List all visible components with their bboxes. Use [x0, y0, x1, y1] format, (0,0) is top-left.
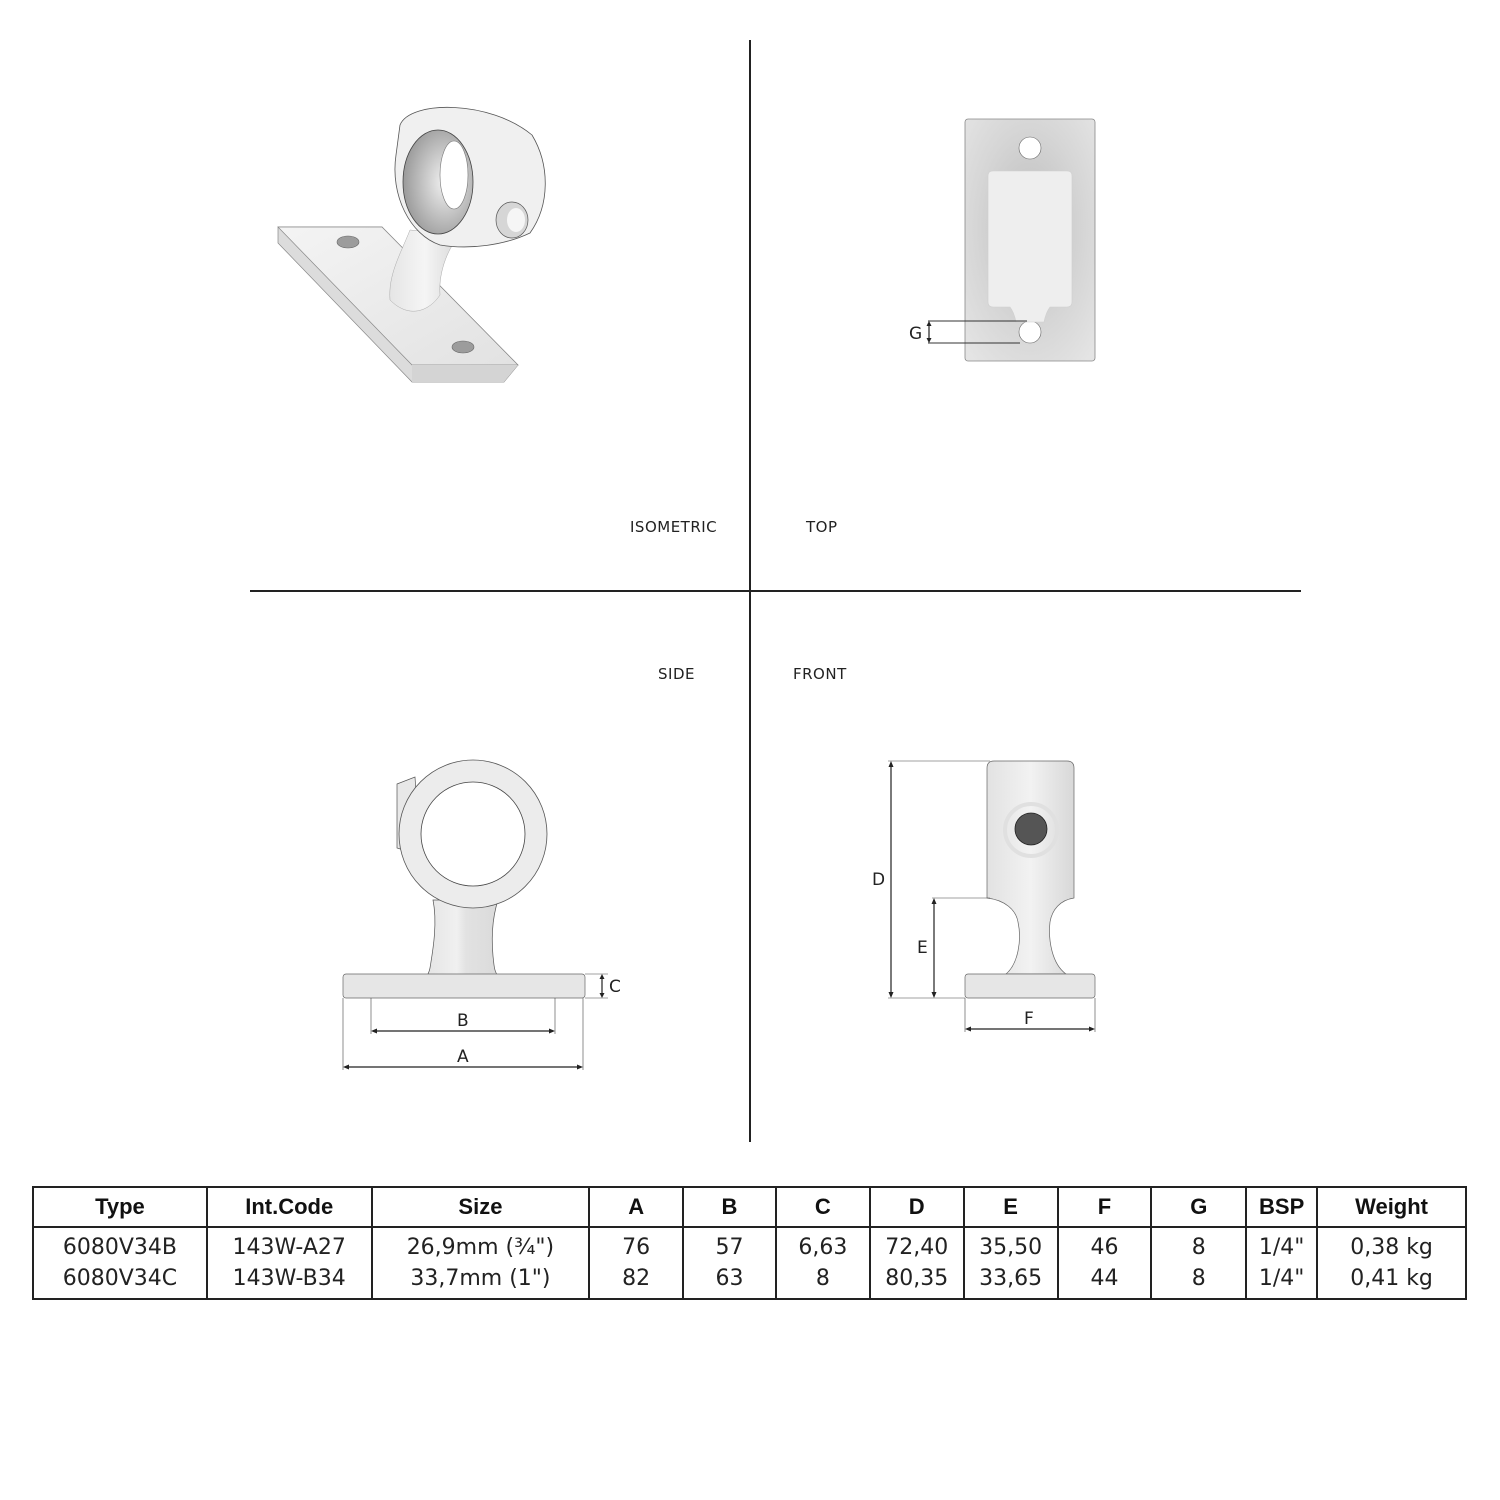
cell-size: 33,7mm (1") [372, 1263, 590, 1299]
svg-text:G: G [909, 324, 923, 344]
front-view-drawing [860, 750, 1120, 1040]
header-b: B [683, 1187, 776, 1227]
header-e: E [964, 1187, 1058, 1227]
cell-e: 35,50 [964, 1227, 1058, 1263]
cell-type: 6080V34C [33, 1263, 207, 1299]
top-view-label: TOP [806, 518, 838, 536]
base-plate [965, 974, 1095, 998]
cell-g: 8 [1151, 1263, 1246, 1299]
mounting-hole-icon [337, 236, 359, 248]
stem [415, 900, 508, 984]
cell-a: 82 [589, 1263, 683, 1299]
ring-bore [421, 782, 525, 886]
dimension-c [585, 974, 621, 998]
ring-top-face [988, 171, 1072, 322]
dimension-a [343, 998, 583, 1070]
cell-size: 26,9mm (¾") [372, 1227, 590, 1263]
header-d: D [870, 1187, 964, 1227]
cell-bsp: 1/4" [1246, 1263, 1317, 1299]
header-type: Type [33, 1187, 207, 1227]
cell-d: 80,35 [870, 1263, 964, 1299]
vertical-divider [749, 40, 751, 1142]
top-view-drawing [900, 110, 1120, 370]
svg-text:C: C [609, 977, 621, 997]
cell-b: 57 [683, 1227, 776, 1263]
dimension-d [872, 761, 990, 998]
base-plate [343, 974, 585, 998]
cell-int-code: 143W-B34 [207, 1263, 372, 1299]
mounting-hole-icon [1019, 137, 1041, 159]
front-view-label: FRONT [793, 665, 847, 683]
specification-table [32, 1186, 1467, 1300]
header-f: F [1058, 1187, 1152, 1227]
cell-bsp: 1/4" [1246, 1227, 1317, 1263]
table-row [33, 1227, 1466, 1263]
cell-c: 6,63 [776, 1227, 870, 1263]
dimension-b [371, 998, 555, 1034]
header-size: Size [372, 1187, 590, 1227]
isometric-drawing [260, 95, 560, 395]
cell-c: 8 [776, 1263, 870, 1299]
horizontal-divider [250, 590, 1301, 592]
side-view-drawing [330, 750, 640, 1080]
svg-text:A: A [457, 1047, 469, 1067]
table-row [33, 1263, 1466, 1299]
svg-text:B: B [457, 1011, 469, 1031]
cell-weight: 0,38 kg [1317, 1227, 1466, 1263]
ring-collar [395, 107, 545, 247]
svg-text:D: D [872, 870, 886, 890]
cell-b: 63 [683, 1263, 776, 1299]
svg-text:E: E [917, 938, 928, 958]
side-view-label: SIDE [658, 665, 695, 683]
header-g: G [1151, 1187, 1246, 1227]
mounting-hole-icon [452, 341, 474, 353]
cell-int-code: 143W-A27 [207, 1227, 372, 1263]
cell-f: 46 [1058, 1227, 1152, 1263]
header-c: C [776, 1187, 870, 1227]
header-bsp: BSP [1246, 1187, 1317, 1227]
cell-e: 33,65 [964, 1263, 1058, 1299]
isometric-view-label: ISOMETRIC [630, 518, 718, 536]
cell-f: 44 [1058, 1263, 1152, 1299]
table-header-row [33, 1187, 1466, 1227]
cell-a: 76 [589, 1227, 683, 1263]
cell-type: 6080V34B [33, 1227, 207, 1263]
cell-weight: 0,41 kg [1317, 1263, 1466, 1299]
set-screw-hole-icon [1015, 813, 1047, 845]
svg-text:F: F [1024, 1009, 1034, 1029]
header-a: A [589, 1187, 683, 1227]
ring-front-face [987, 761, 1074, 974]
cell-d: 72,40 [870, 1227, 964, 1263]
dimension-f [965, 998, 1095, 1032]
mounting-hole-icon [1019, 321, 1041, 343]
header-int-code: Int.Code [207, 1187, 372, 1227]
header-weight: Weight [1317, 1187, 1466, 1227]
cell-g: 8 [1151, 1227, 1246, 1263]
